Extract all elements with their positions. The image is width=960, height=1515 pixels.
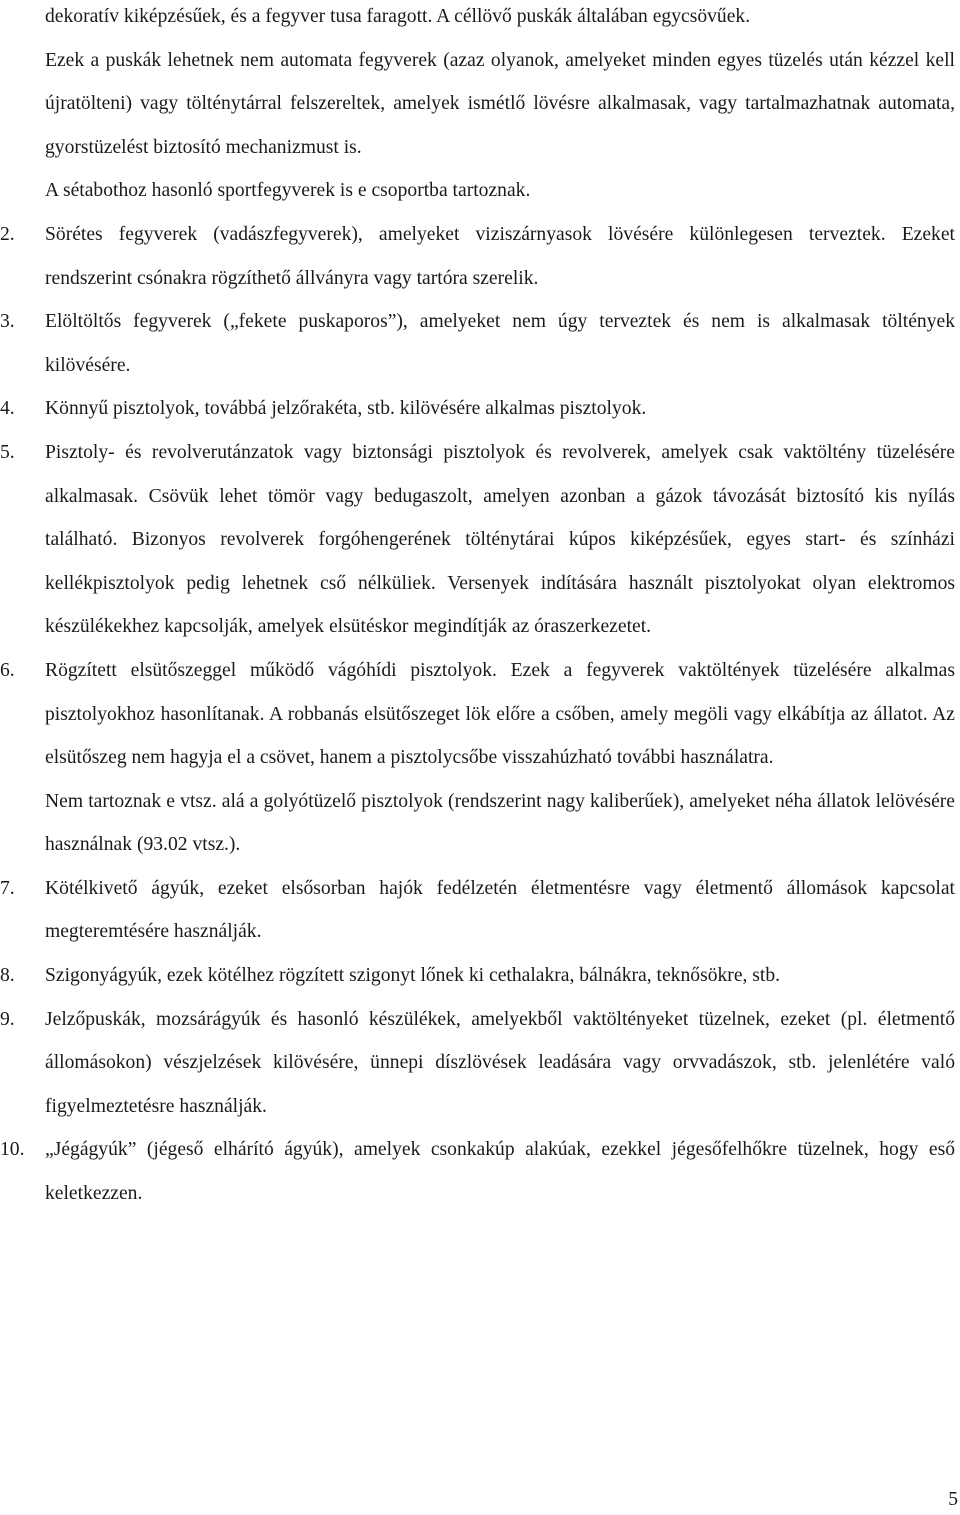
list-number [0,169,45,213]
list-number: 2. [0,223,15,245]
list-number: 8. [0,965,15,987]
list-item [0,998,955,1129]
list-item-text: Elöltöltős fegyverek („fekete puskaporos”), amelyeket nem úgy terveztek és nem is alkalmasak töltények kilövésére. [45,311,955,376]
paragraph-text: A sétabothoz hasonló sportfegyverek is e csoportba tartoznak. [45,180,531,202]
list-item [0,867,955,954]
list-item-text: Pisztoly- és revolverutánzatok vagy biztonsági pisztolyok és revolverek, amelyek csak vaktöltény tüzelésére alkalmasak. Csövük lehet tömör vagy bedugaszolt, amelyen azonban a gázok távozását biztosító kis nyílás található. Bizonyos revolverek forgóhengerének tölténytárai kúpos kiképzésűek, egyes start- és színházi kellékpisztolyok pedig lehetnek cső nélküliek. Versenyek indítására használt pisztolyokat olyan elektromos készülékekhez kapcsolják, amelyek elsütéskor megindítják az óraszerkezetet. [45,441,955,638]
list-item [0,649,955,780]
list-item [0,431,955,649]
list-item-text: Kötélkivető ágyúk, ezeket elsősorban hajók fedélzetén életmentésre vagy életmentő állomások kapcsolat megteremtésére használják. [45,877,955,943]
paragraph [0,0,955,39]
list-number: 9. [0,1008,15,1030]
list-item-text: Szigonyágyúk, ezek kötélhez rögzített szigonyt lőnek ki cethalakra, bálnákra, teknősökre, stb. [45,965,781,987]
paragraph [0,39,955,170]
list-item-text: Jelzőpuskák, mozsárágyúk és hasonló készülékek, amelyekből vaktöltényeket tüzelnek, ezeket (pl. életmentő állomásokon) vészjelzések kilövésére, ünnepi díszlövések leadására vagy orvvadászok, stb. jelenlétére való figyelmeztetésre használják. [45,1008,955,1117]
list-number: 7. [0,877,15,899]
paragraph-text: dekoratív kiképzésűek, és a fegyver tusa faragott. A céllövő puskák általában egycsövűek. [45,6,751,27]
list-number: 5. [0,441,15,463]
paragraph [0,169,955,213]
page-number: 5 [948,1489,958,1510]
list-number: 4. [0,398,15,420]
paragraph-text: Nem tartoznak e vtsz. alá a golyótüzelő pisztolyok (rendszerint nagy kaliberűek), amelyeket néha állatok lelövésére használnak (93.02 vtsz.). [45,790,955,856]
list-item [0,954,955,998]
list-number [0,780,45,867]
list-item-text: Rögzített elsütőszeggel működő vágóhídi pisztolyok. Ezek a fegyverek vaktöltények tüzelésére alkalmas pisztolyokhoz hasonlítanak. A robbanás elsütőszeget lök előre a csőben, amely megöli vagy elkábítja az állatot. Az elsütőszeg nem hagyja el a csövet, hanem a pisztolycsőbe visszahúzható további használatra. [45,659,955,769]
list-number [0,39,45,170]
list-number: 3. [0,311,15,333]
list-number: 6. [0,659,15,681]
list-item [0,387,955,431]
paragraph-text: Ezek a puskák lehetnek nem automata fegyverek (azaz olyanok, amelyeket minden egyes tüzelés után kézzel kell újratölteni) vagy tölténytárral felszereltek, amelyek ismétlő lövésre alkalmasak, vagy tartalmazhatnak automata, gyorstüzelést biztosító mechanizmust is. [45,49,955,158]
list-item [0,1128,955,1215]
list-number: 10. [0,1139,25,1161]
list-item-text: Könnyű pisztolyok, továbbá jelzőrakéta, stb. kilövésére alkalmas pisztolyok. [45,398,647,420]
list-item-text: Sörétes fegyverek (vadászfegyverek), amelyeket viziszárnyasok lövésére különlegesen terveztek. Ezeket rendszerint csónakra rögzíthető állványra vagy tartóra szerelik. [45,223,955,289]
list-item-text: „Jégágyúk” (jégeső elhárító ágyúk), amelyek csonkakúp alakúak, ezekkel jégesőfelhőkre tüzelnek, hogy eső keletkezzen. [45,1139,955,1205]
list-number [0,0,45,39]
list-item [0,213,955,300]
paragraph [0,780,955,867]
list-item [0,300,955,387]
